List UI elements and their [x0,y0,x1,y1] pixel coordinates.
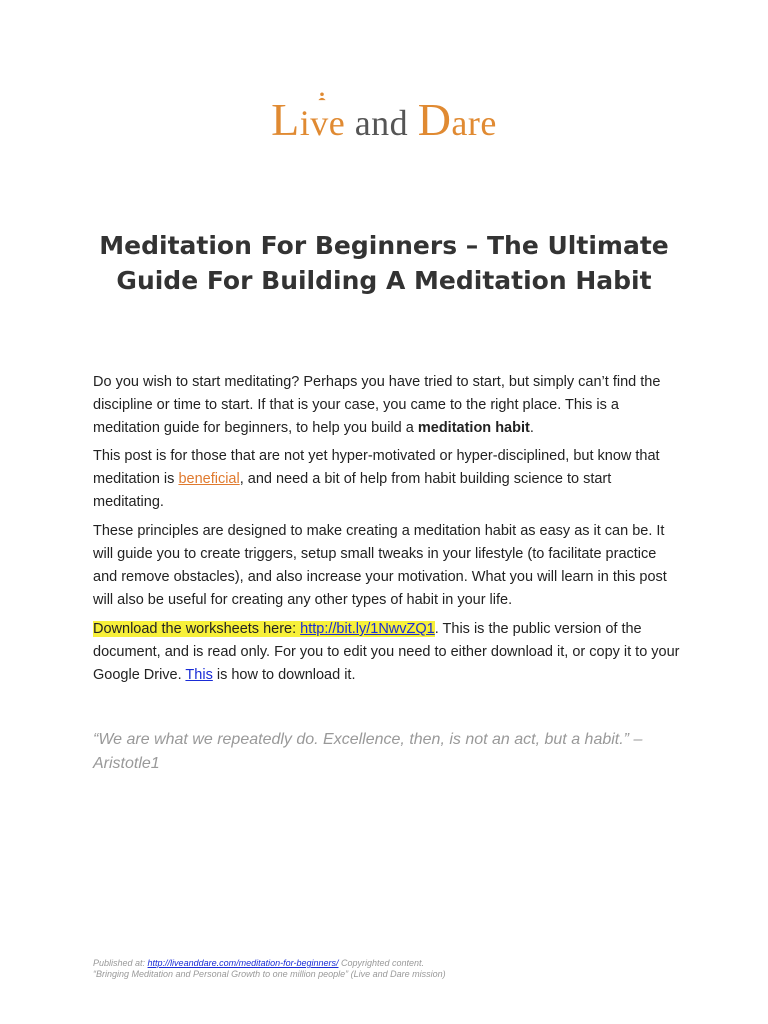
page-footer [93,958,693,980]
logo-and: and [345,103,418,143]
paragraph-intro-end: . [529,420,534,436]
paragraph-download [93,618,683,687]
paragraph-download-end: is how to download it. [212,667,356,683]
download-highlight [93,621,435,637]
footer-url-link[interactable]: http://liveanddare.com/meditation-for-beginners/ [147,958,339,968]
download-label: Download the worksheets here: [93,621,301,637]
footer-copyright: Copyrighted content. [338,958,425,968]
site-logo [0,92,768,147]
logo-ive [300,102,345,145]
footer-published-line [93,958,693,969]
logo-letter-l: L [271,94,300,145]
paragraph-audience-end: , and need a bit of help from habit building science to start meditating. [93,471,612,510]
page-title: Meditation For Beginners – The Ultimate Guide For Building A Meditation Habit [99,231,669,295]
logo-are: are [451,103,497,143]
paragraph-principles: These principles are designed to make creating a meditation habit as easy as it can be. It will guide you to create triggers, setup small tweaks in your lifestyle (to facilitate practice and remove obstacles), and also increase your motivation. What you will learn in this post will also be useful for creating any other types of habit in your life. [93,523,667,608]
worksheets-link[interactable]: http://bit.ly/1NwvZQ1 [300,621,435,637]
aristotle-quote: “We are what we repeatedly do. Excellence, then, is not an act, but a habit.” – Aristotle1 [93,731,643,772]
paragraph-audience [93,445,683,514]
paragraph-audience-text: This post is for those that are not yet hyper-motivated or hyper-disciplined, but know that meditation is [93,448,660,487]
paragraph-download-text: . This is the public version of the document, and is read only. For you to edit you need to either download it, or copy it to your Google Drive. [93,621,680,683]
how-to-download-link[interactable]: This [185,667,213,683]
logo-ive-text: ive [299,103,346,143]
footer-mission: “Bringing Meditation and Personal Growth to one million people” (Live and Dare mission) [93,969,446,979]
beneficial-link[interactable]: beneficial [178,471,240,487]
logo-letter-d: D [417,94,452,145]
footer-published-label: Published at: [93,958,148,968]
paragraph-intro [93,371,683,440]
meditation-habit-bold: meditation habit [417,420,530,436]
meditator-icon [318,92,327,101]
paragraph-intro-text: Do you wish to start meditating? Perhaps you have tried to start, but simply can’t find the discipline or time to start. If that is your case, you came to the right place. This is a meditation guide for beginners, to help you build a [93,374,661,436]
